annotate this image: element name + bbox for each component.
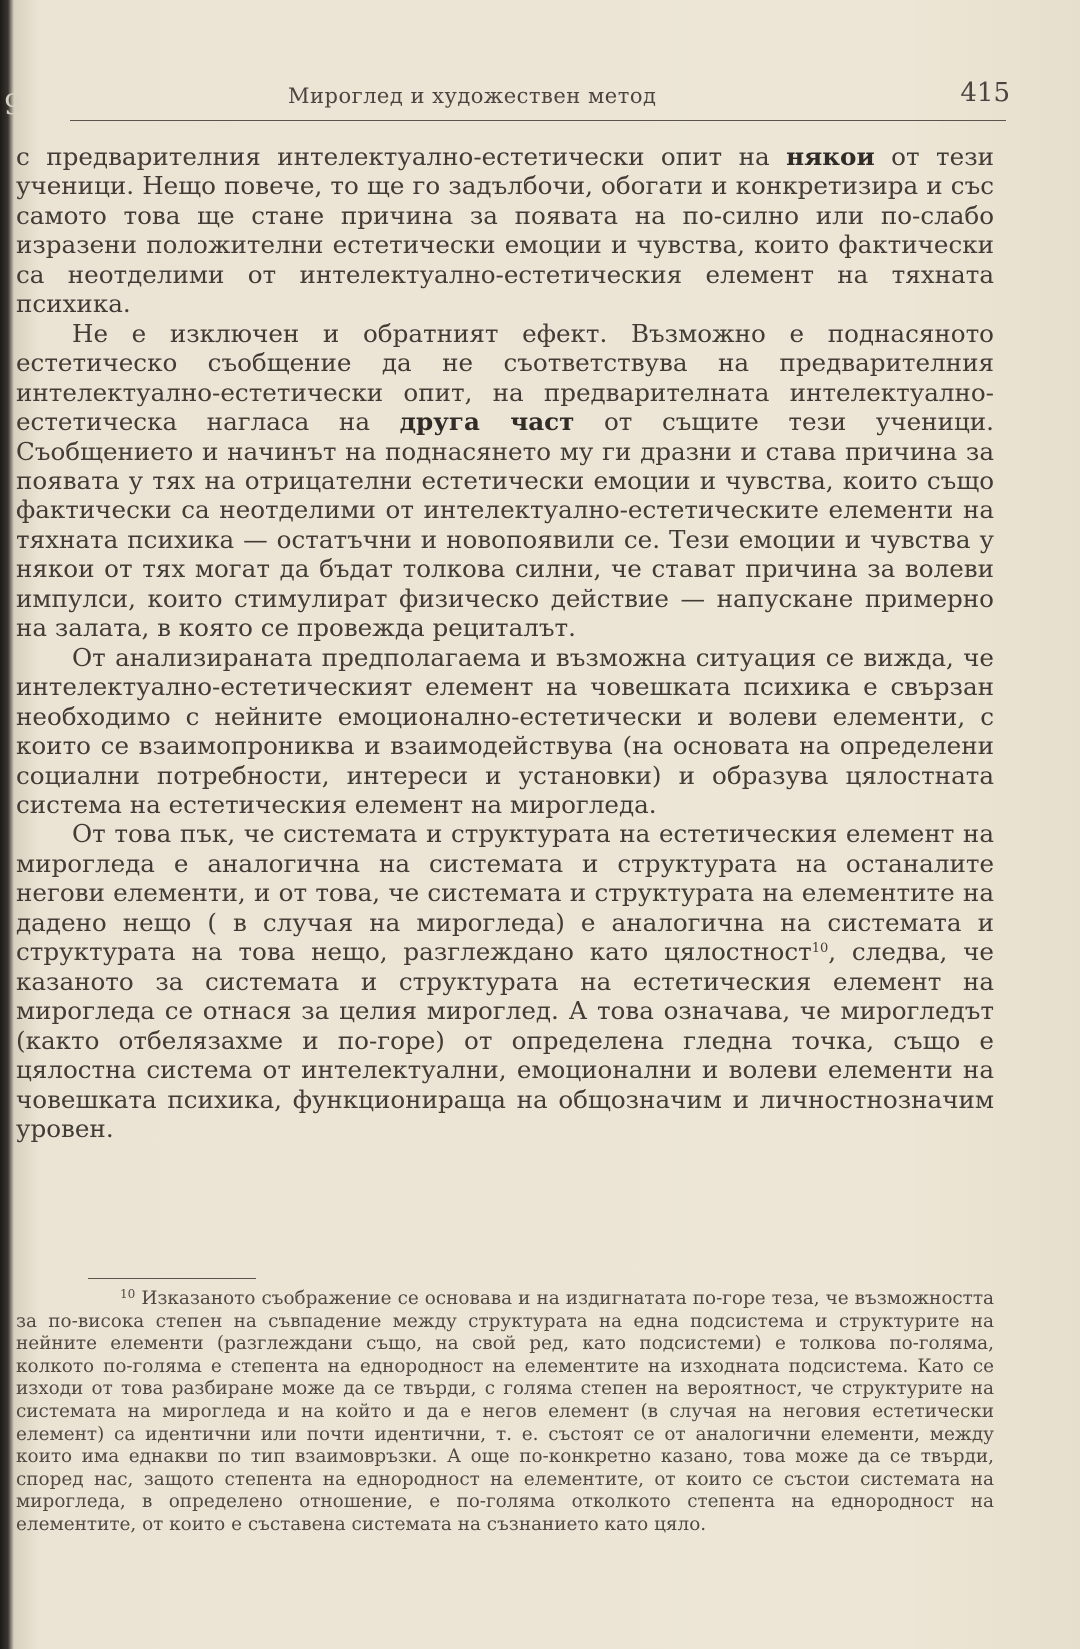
- paragraph: [16, 319, 994, 643]
- main-text: [16, 142, 994, 1143]
- footnote: [16, 1288, 994, 1537]
- binding-margin-number: 9: [4, 88, 22, 121]
- paragraph: [16, 643, 994, 820]
- footnote-reference: 10: [811, 941, 829, 957]
- page-number: 415: [960, 78, 1010, 108]
- text-run: , следва, че казаното за системата и структурата на естетическия елемент на мирогледа се отнася за целия мироглед. А това означава, че мирогледът (както отбелязахме и по-горе) от определена гледна точка, също е цялостна система от интелектуални, емоционални и волеви елементи на човешката психика, функционираща на общозначим и личностнозначим уровен.: [16, 937, 994, 1143]
- emphasis: някои: [786, 142, 875, 171]
- footnote-text: Изказаното съображение се основава и на издигнатата по-горе теза, че възможността за по-висока степен на съвпадение между структурата на една подсистема и структурите на нейните елементи (разглеждани също, на свой ред, като подсистеми) е толкова по-голяма, колкото по-голяма е степента на еднородност на елементите на изходната подсистема. Като се изходи от това разбиране може да се твърди, с голяма степен на вероятност, че структурите на системата на мирогледа и на който и да е негов елемент (в случая на неговия естетически елемент) са идентични или почти идентични, т. е. състоят се от аналогични елементи, между които има еднакви по тип взаимовръзки. А още по-конкретно казано, това може да се твърди, според нас, защото степента на еднородност на елементите, от които се състои системата на мирогледа, в определено отношение, е по-голяма отколкото степента на еднородност на елементите, от които е съставена системата на съзнанието като цяло.: [16, 1288, 994, 1535]
- page-header: [70, 78, 1010, 122]
- text-run: Не е изключен и обратният ефект. Възможно е поднасяното естетическо съобщение да не съответствува на предварителния интелектуално-естетически опит, на предварителната интелектуално-естетическа нагласа на: [16, 318, 994, 437]
- header-rule: [70, 120, 1006, 121]
- emphasis: друга част: [399, 407, 575, 437]
- text-run: От анализираната предполагаема и възможна ситуация се вижда, че интелектуално-естетическият елемент на човешката психика е свързан необходимо с нейните емоционално-естетически и волеви елементи, с които се взаимопрониква и взаимодействува (на основата на определени социални потребности, интереси и установки) и образува цялостната система на естетическия елемент на мирогледа.: [16, 642, 994, 819]
- footnote-rule: [88, 1278, 256, 1279]
- text-run: с предварителния интелектуално-естетически опит на: [16, 142, 787, 171]
- paragraph: [16, 819, 994, 1143]
- text-run: От това пък, че системата и структурата на естетическия елемент на мирогледа е аналогична на системата и структурата на останалите негови елементи, и от това, че системата и структурата на елементите на дадено нещо ( в случая на мирогледа) е аналогична на системата и структурата на това нещо, разглеждано като цялостност: [16, 819, 994, 967]
- running-title: Мироглед и художествен метод: [288, 84, 657, 108]
- paragraph: [16, 142, 994, 319]
- footnote-mark: 10: [120, 1287, 136, 1301]
- text-run: от същите тези ученици. Съобщението и начинът на поднасянето му ги дразни и става причина за появата у тях на отрицателни естетически емоции и чувства, които също фактически са неотделими от интелектуално-естетическите елементи на тяхната психика — остатъчни и новопоявили се. Тези емоции и чувства у някои от тях могат да бъдат толкова силни, че стават причина за волеви импулси, които стимулират физическо действие — напускане примерно на залата, в която се провежда рециталът.: [16, 407, 994, 643]
- text-run: от тези ученици. Нещо повече, то ще го задълбочи, обогати и конкретизира и със самото това ще стане причина за появата на по-силно или по-слабо изразени положителни естетически емоции и чувства, които фактически са неотделими от интелектуално-естетическия елемент на тяхната психика.: [16, 142, 994, 319]
